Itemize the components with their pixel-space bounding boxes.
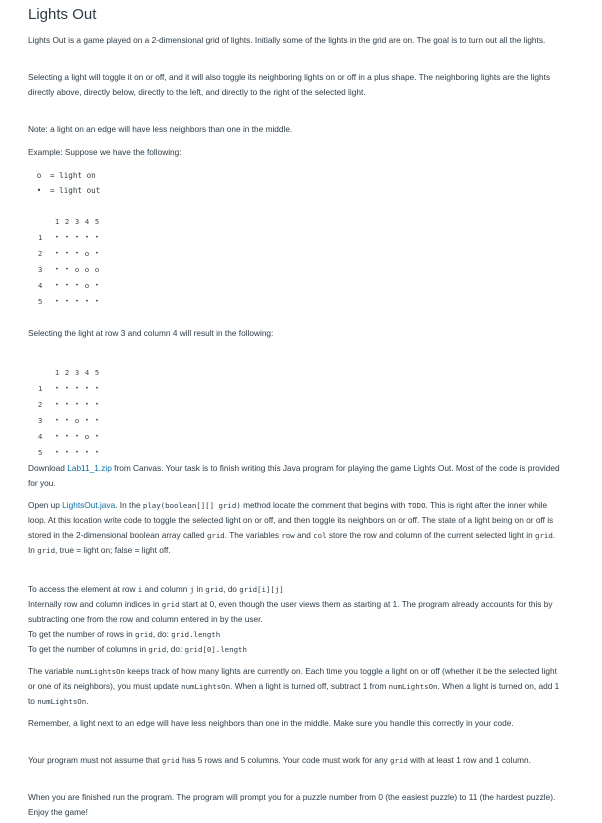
grid-row (38, 396, 102, 412)
column-number: 1 (54, 367, 60, 377)
light-on-cell: o (74, 415, 80, 425)
java-file-link[interactable]: LightsOut.java (62, 500, 116, 510)
light-on-cell: o (74, 264, 80, 274)
row-number: 2 (38, 399, 43, 409)
remember-paragraph: Remember, a light next to an edge will have less neighbors than one in the middle. Make sure you handle this correctly in your code. (28, 718, 514, 728)
light-out-cell: • (95, 384, 99, 392)
light-out-cell: • (55, 233, 59, 241)
column-number: 5 (94, 367, 100, 377)
light-out-cell: • (65, 265, 69, 273)
selection-paragraph: Selecting the light at row 3 and column 4 will result in the following: (28, 328, 274, 338)
light-out-cell: • (75, 281, 79, 289)
column-number: 4 (84, 367, 90, 377)
finish-paragraph: When you are finished run the program. The program will prompt you for a puzzle number from 0 (the easiest puzzle) to 11 (the hardest puzzle). Enjoy the game! (28, 792, 556, 817)
column-number: 3 (74, 216, 80, 226)
row-number: 1 (38, 383, 43, 393)
legend-text: = light on (50, 171, 96, 180)
light-out-cell: • (75, 297, 79, 305)
light-out-cell: • (65, 416, 69, 424)
light-out-cell: • (95, 281, 99, 289)
row-number: 3 (38, 415, 43, 425)
light-on-cell: o (94, 264, 100, 274)
light-out-cell: • (85, 448, 89, 456)
grid-column-header (38, 364, 102, 380)
column-number: 1 (54, 216, 60, 226)
light-out-cell: • (65, 448, 69, 456)
grid-column-header (38, 213, 102, 229)
light-out-cell: • (55, 400, 59, 408)
column-number: 3 (74, 367, 80, 377)
light-out-cell: • (65, 432, 69, 440)
numlights-paragraph: The variable numLightsOn keeps track of how many lights are currently on. Each time you toggle a light on or off (whether it be the selected light or one of its neighbors), you must update numLightsOn. When a light is turned off, subtract 1 from numLightsOn. When a light is turned on, add 1 to numLightsOn. (28, 666, 560, 706)
legend-item-out (28, 183, 100, 198)
light-on-cell: o (84, 280, 90, 290)
example-grid-before (38, 213, 102, 309)
grid-row (38, 380, 102, 396)
assume-paragraph: Your program must not assume that grid has 5 rows and 5 columns. Your code must work for any grid with at least 1 row and 1 column. (28, 755, 531, 765)
light-out-cell: • (75, 448, 79, 456)
legend-item-on (28, 168, 100, 183)
light-out-cell: • (85, 384, 89, 392)
grid-row (38, 293, 102, 309)
row-number: 4 (38, 280, 43, 290)
light-out-cell: • (65, 233, 69, 241)
light-out-cell: • (95, 297, 99, 305)
light-out-cell: • (75, 384, 79, 392)
grid-row (38, 412, 102, 428)
rules-paragraph: Selecting a light will toggle it on or off, and it will also toggle its neighboring lights on or off in a plus shape. The neighboring lights are the lights directly above, directly below, directly to the left, and directly to the right of the selected light. (28, 72, 551, 97)
light-out-cell: • (75, 233, 79, 241)
light-out-cell: • (55, 281, 59, 289)
light-out-cell: • (95, 432, 99, 440)
intro-paragraph: Lights Out is a game played on a 2-dimensional grid of lights. Initially some of the lights in the grid are on. The goal is to turn out all the lights. (28, 35, 546, 45)
lab-zip-link[interactable]: Lab11_1.zip (67, 463, 112, 473)
light-out-cell: • (85, 416, 89, 424)
light-out-cell: • (85, 297, 89, 305)
light-on-cell: o (84, 264, 90, 274)
light-out-cell: • (55, 432, 59, 440)
grid-row (38, 245, 102, 261)
light-out-cell: • (85, 400, 89, 408)
grid-row (38, 428, 102, 444)
column-number: 2 (64, 216, 70, 226)
download-paragraph: Download Lab11_1.zip from Canvas. Your task is to finish writing this Java program for playing the game Lights Out. Most of the code is provided for you. (28, 463, 560, 488)
light-out-cell: • (75, 249, 79, 257)
light-out-cell: • (65, 281, 69, 289)
column-number: 5 (94, 216, 100, 226)
light-out-cell: • (55, 249, 59, 257)
light-out-cell: • (95, 448, 99, 456)
light-out-cell: • (65, 249, 69, 257)
light-on-cell: o (84, 248, 90, 258)
light-out-cell: • (75, 432, 79, 440)
example-grid-after (38, 364, 102, 460)
instructions-paragraph: Open up LightsOut.java. In the play(boolean[][] grid) method locate the comment that begins with TODO. This is right after the inner while loop. At this location write code to toggle the selected light on or off, and then toggle its neighbors on or off. The state of a light being on or off is stored in the 2-dimensional boolean array called grid. The variables row and col store the row and column of the current selected light in grid. In grid, true = light on; false = light off. (28, 500, 556, 555)
light-out-symbol: • (36, 186, 42, 195)
light-out-cell: • (55, 416, 59, 424)
light-out-cell: • (65, 297, 69, 305)
page-title: Lights Out (28, 6, 97, 23)
light-out-cell: • (95, 416, 99, 424)
light-out-cell: • (55, 384, 59, 392)
row-number: 3 (38, 264, 43, 274)
light-on-symbol: o (36, 171, 42, 180)
grid-row (38, 229, 102, 245)
light-out-cell: • (95, 233, 99, 241)
grid-row (38, 444, 102, 460)
row-number: 4 (38, 431, 43, 441)
light-out-cell: • (65, 400, 69, 408)
light-out-cell: • (55, 297, 59, 305)
row-number: 2 (38, 248, 43, 258)
light-out-cell: • (85, 233, 89, 241)
example-intro: Example: Suppose we have the following: (28, 147, 182, 157)
row-number: 1 (38, 232, 43, 242)
row-number: 5 (38, 447, 43, 457)
column-number: 4 (84, 216, 90, 226)
row-number: 5 (38, 296, 43, 306)
light-out-cell: • (55, 265, 59, 273)
access-paragraph: To access the element at row i and column j in grid, do grid[i][j] Internally row and column indices in grid start at 0, even though the user views them as starting at 1. The program already accounts for this by subtracting one from the row and column entered in by the user. To get the number of rows in grid, do: grid.length To get the number of columns in grid, do: grid[0].length (28, 584, 553, 654)
light-out-cell: • (95, 400, 99, 408)
column-number: 2 (64, 367, 70, 377)
grid-row (38, 277, 102, 293)
note-paragraph: Note: a light on an edge will have less neighbors than one in the middle. (28, 124, 293, 134)
legend (28, 168, 100, 198)
light-out-cell: • (55, 448, 59, 456)
light-out-cell: • (95, 249, 99, 257)
light-out-cell: • (65, 384, 69, 392)
light-on-cell: o (84, 431, 90, 441)
light-out-cell: • (75, 400, 79, 408)
legend-text: = light out (50, 186, 101, 195)
grid-row (38, 261, 102, 277)
